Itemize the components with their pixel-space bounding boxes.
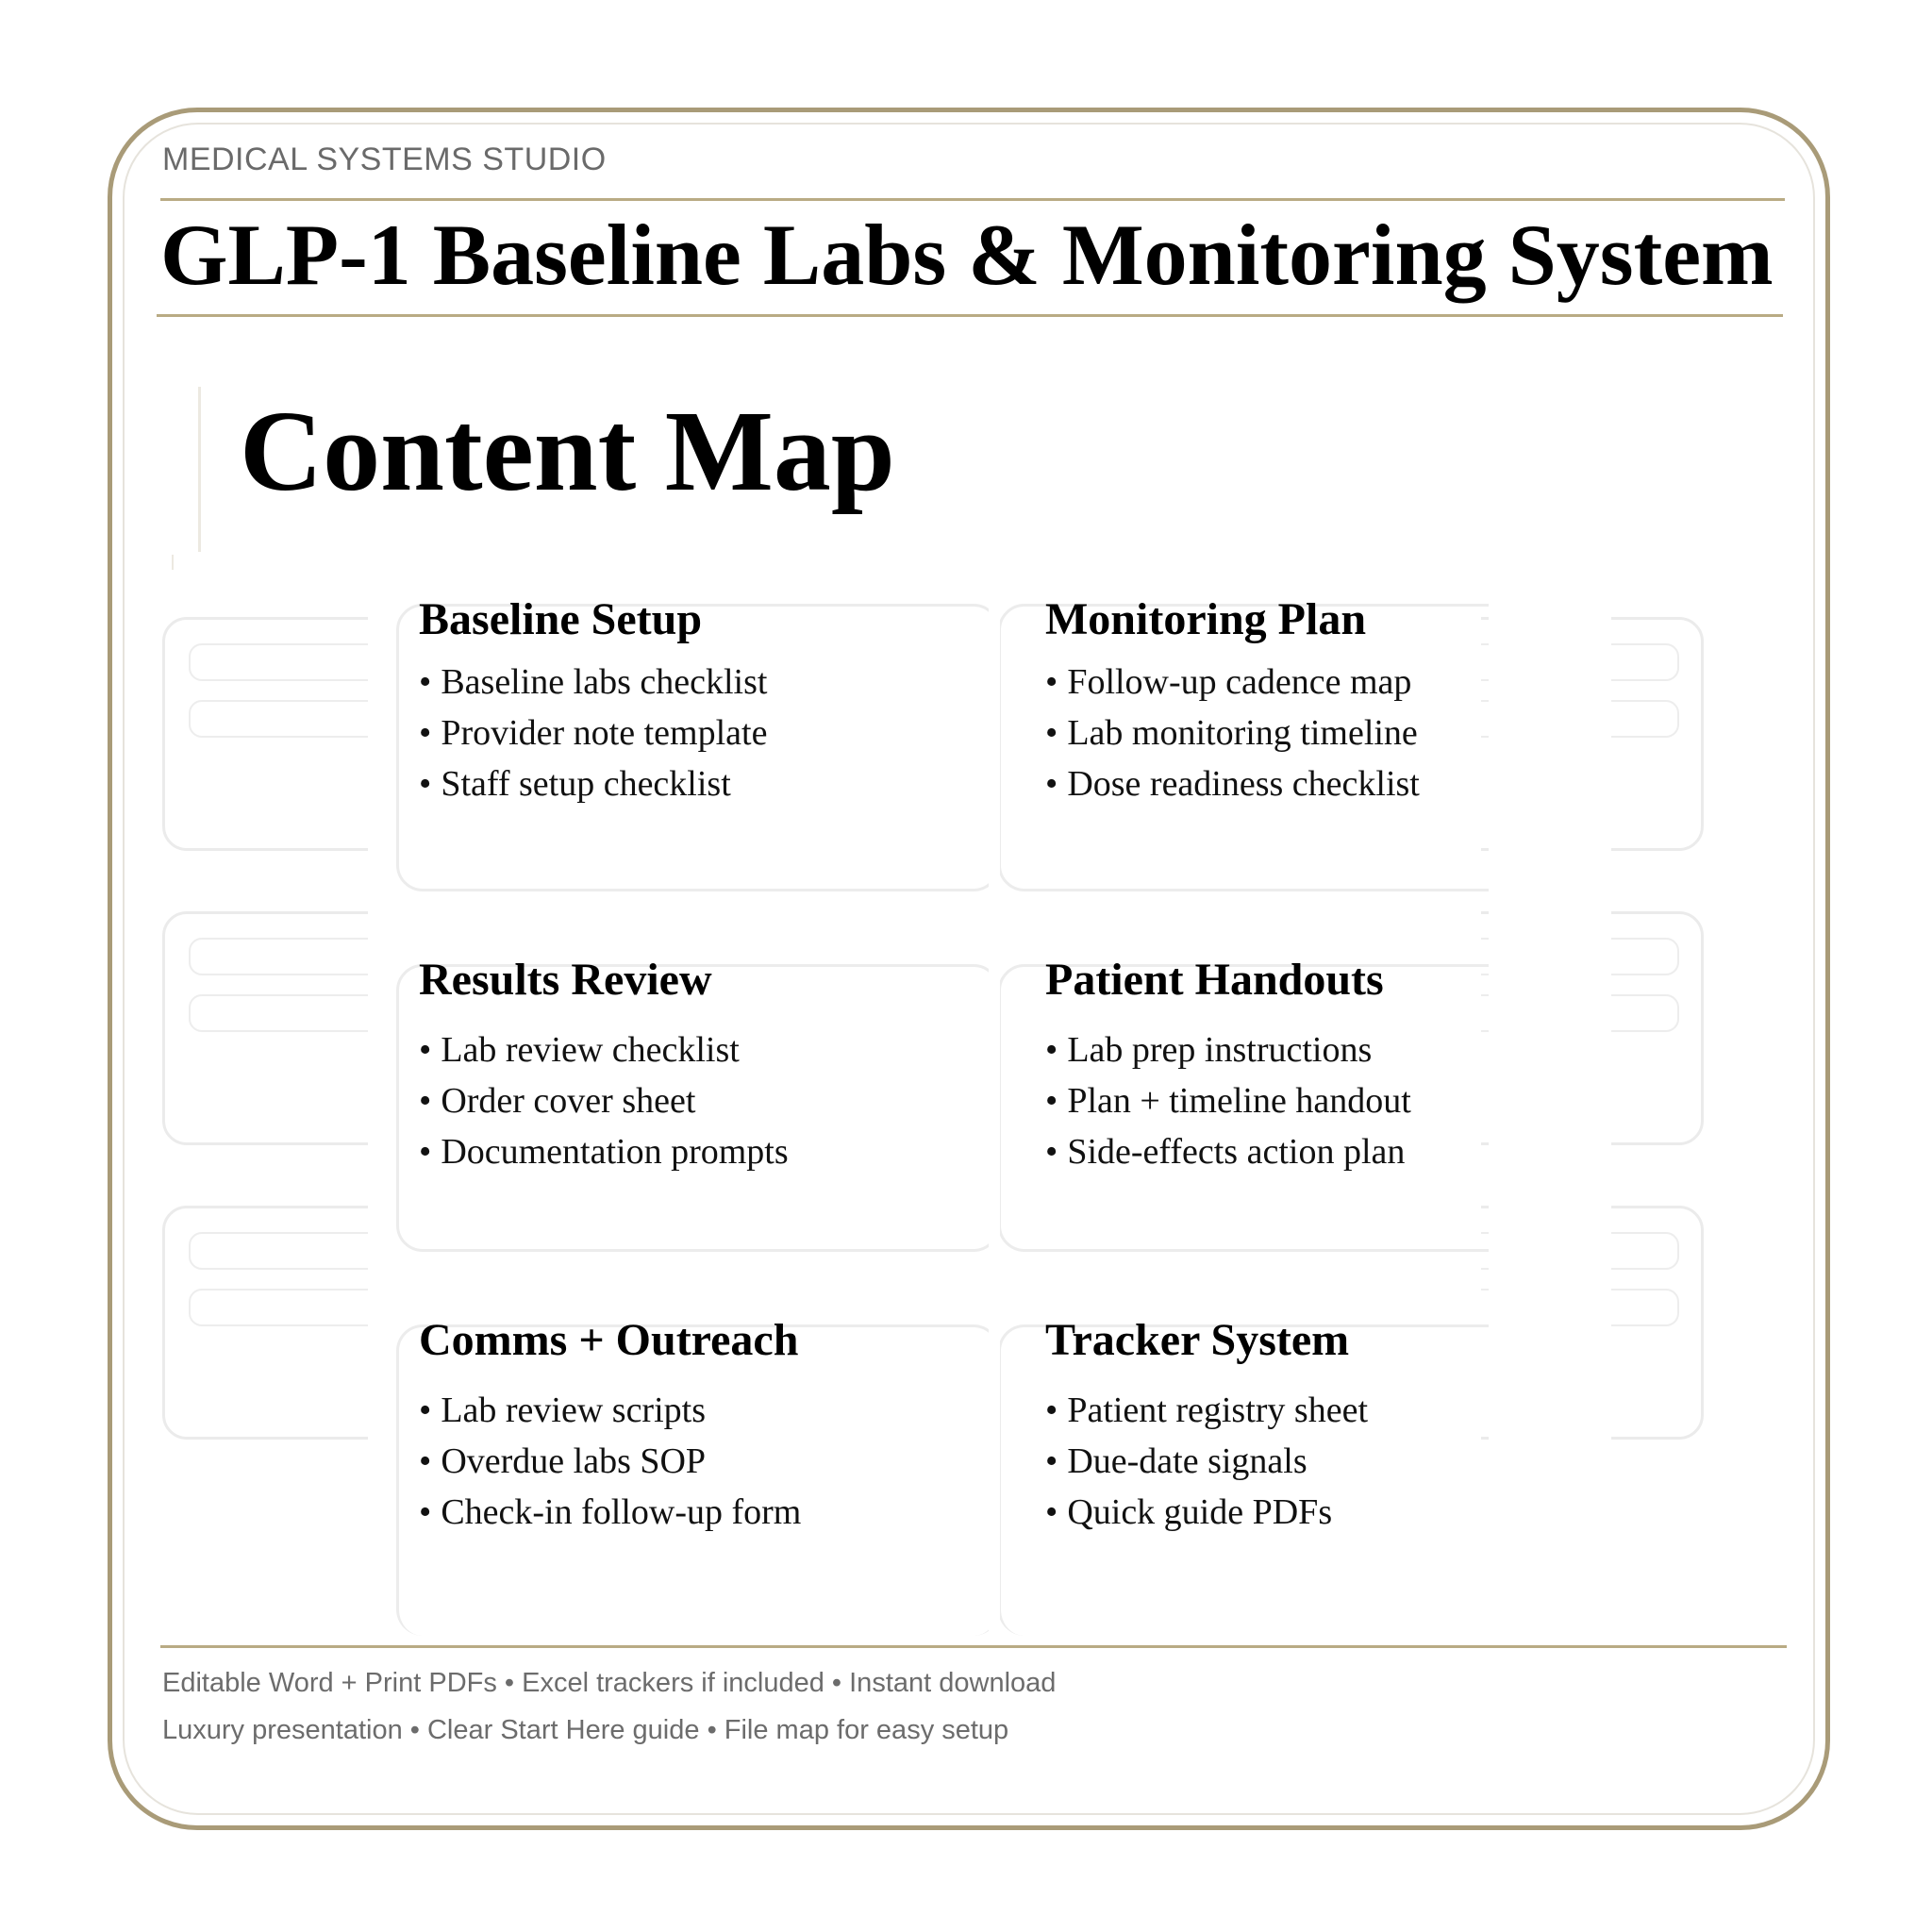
card-patient-handouts bbox=[1045, 953, 1536, 1177]
page-title: GLP-1 Baseline Labs & Monitoring System bbox=[160, 207, 1774, 303]
card-title: Tracker System bbox=[1045, 1315, 1350, 1365]
card-comms-outreach bbox=[419, 1313, 909, 1538]
card-results-review bbox=[419, 953, 909, 1177]
card-title: Baseline Setup bbox=[419, 594, 703, 644]
card-title: Comms + Outreach bbox=[419, 1315, 799, 1365]
brand-label: MEDICAL SYSTEMS STUDIO bbox=[162, 142, 607, 177]
footer-line-1: Editable Word + Print PDFs • Excel trackers if included • Instant download bbox=[162, 1668, 1057, 1698]
section-title: Content Map bbox=[240, 388, 895, 515]
list-item: • Follow-up cadence map bbox=[1045, 661, 1412, 702]
card-title: Monitoring Plan bbox=[1045, 594, 1367, 644]
header-rule-bottom bbox=[157, 314, 1783, 317]
list-item: • Dose readiness checklist bbox=[1045, 763, 1420, 804]
list-item: • Due-date signals bbox=[1045, 1441, 1307, 1481]
list-item: • Staff setup checklist bbox=[419, 763, 731, 804]
card-title: Patient Handouts bbox=[1045, 955, 1384, 1005]
footer-rule bbox=[160, 1645, 1787, 1648]
header-rule-top bbox=[160, 198, 1785, 201]
card-baseline-setup bbox=[419, 592, 909, 809]
list-item: • Lab prep instructions bbox=[1045, 1029, 1373, 1070]
list-item: • Check-in follow-up form bbox=[419, 1491, 802, 1532]
column-gap-mask bbox=[989, 604, 1000, 1641]
section-accent-tick bbox=[172, 555, 174, 570]
card-monitoring-plan bbox=[1045, 592, 1536, 809]
list-item: • Lab monitoring timeline bbox=[1045, 712, 1418, 753]
list-item: • Patient registry sheet bbox=[1045, 1390, 1369, 1430]
card-title: Results Review bbox=[419, 955, 712, 1005]
list-item: • Baseline labs checklist bbox=[419, 661, 768, 702]
list-item: • Quick guide PDFs bbox=[1045, 1491, 1333, 1532]
footer-line-2: Luxury presentation • Clear Start Here guide • File map for easy setup bbox=[162, 1715, 1009, 1745]
list-item: • Lab review checklist bbox=[419, 1029, 740, 1070]
card-tracker-system bbox=[1045, 1313, 1536, 1538]
list-item: • Documentation prompts bbox=[419, 1131, 789, 1172]
section-accent-bar bbox=[198, 387, 201, 552]
list-item: • Provider note template bbox=[419, 712, 768, 753]
list-item: • Plan + timeline handout bbox=[1045, 1080, 1411, 1121]
list-item: • Order cover sheet bbox=[419, 1080, 696, 1121]
list-item: • Lab review scripts bbox=[419, 1390, 706, 1430]
list-item: • Overdue labs SOP bbox=[419, 1441, 707, 1481]
list-item: • Side-effects action plan bbox=[1045, 1131, 1406, 1172]
